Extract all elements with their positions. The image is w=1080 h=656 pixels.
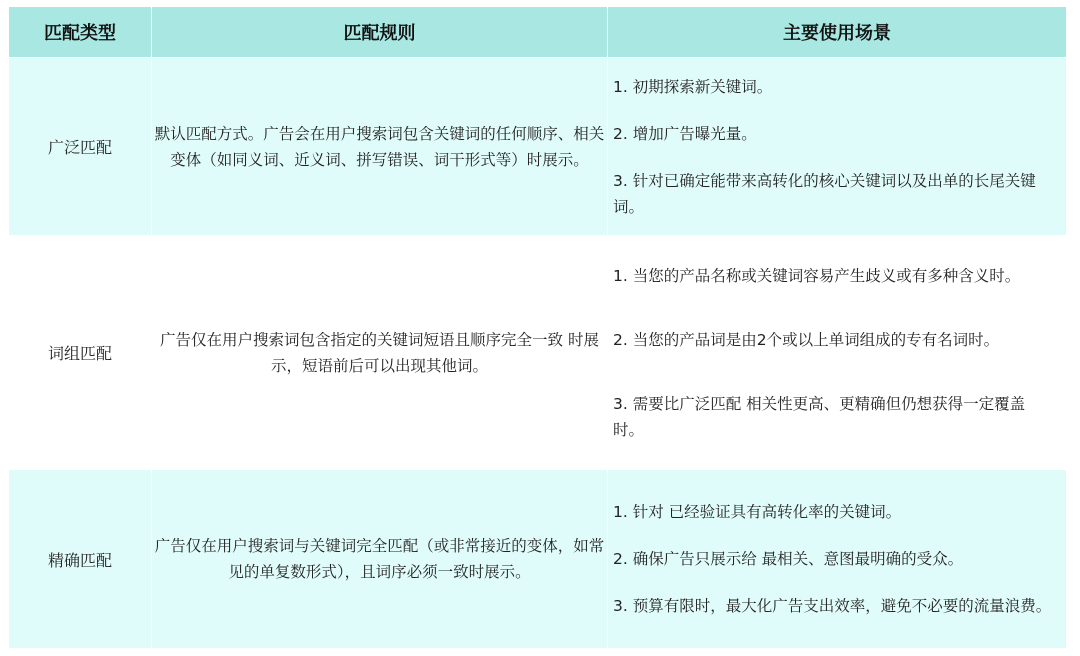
scenario-item: 2. 当您的产品词是由2个或以上单词组成的专有名词时。: [613, 330, 1000, 349]
cell-match-rule: 默认匹配方式。广告会在用户搜索词包含关键词的任何顺序、相关变体（如同义词、近义词、拼写错误、词干形式等）时展示。: [152, 58, 608, 236]
match-type-table: [8, 6, 1067, 649]
scenario-item: 2. 增加广告曝光量。: [613, 124, 757, 143]
scenario-item: 1. 当您的产品名称或关键词容易产生歧义或有多种含义时。: [613, 266, 1021, 285]
scenario-list: [613, 263, 1052, 443]
scenario-list: [613, 499, 1052, 619]
table-row-exact-match: [9, 470, 1067, 649]
scenario-list: [613, 74, 1052, 220]
cell-scenarios: [608, 470, 1067, 649]
cell-match-type: 词组匹配: [9, 236, 152, 470]
table-header-row: [9, 7, 1067, 58]
header-main-scenario: 主要使用场景: [608, 7, 1067, 58]
scenario-item: 3. 需要比广泛匹配 相关性更高、更精确但仍想获得一定覆盖时。: [613, 394, 1026, 439]
cell-match-rule: 广告仅在用户搜索词与关键词完全匹配（或非常接近的变体，如常见的单复数形式），且词序必须一致时展示。: [152, 470, 608, 649]
scenario-item: 1. 针对 已经验证具有高转化率的关键词。: [613, 503, 902, 521]
scenario-item: 1. 初期探索新关键词。: [613, 77, 773, 96]
header-match-type: 匹配类型: [9, 7, 152, 58]
scenario-item: 3. 针对已确定能带来高转化的核心关键词以及出单的长尾关键词。: [613, 171, 1036, 216]
cell-match-rule: 广告仅在用户搜索词包含指定的关键词短语且顺序完全一致 时展示，短语前后可以出现其他词。: [152, 236, 608, 470]
scenario-item: 3. 预算有限时，最大化广告支出效率，避免不必要的流量浪费。: [613, 597, 1052, 615]
cell-scenarios: [608, 58, 1067, 236]
table-row-broad-match: [9, 58, 1067, 236]
header-match-rule: 匹配规则: [152, 7, 608, 58]
scenario-item: 2. 确保广告只展示给 最相关、意图最明确的受众。: [613, 550, 964, 568]
cell-match-type: 精确匹配: [9, 470, 152, 649]
table-row-phrase-match: [9, 236, 1067, 470]
cell-scenarios: [608, 236, 1067, 470]
cell-match-type: 广泛匹配: [9, 58, 152, 236]
